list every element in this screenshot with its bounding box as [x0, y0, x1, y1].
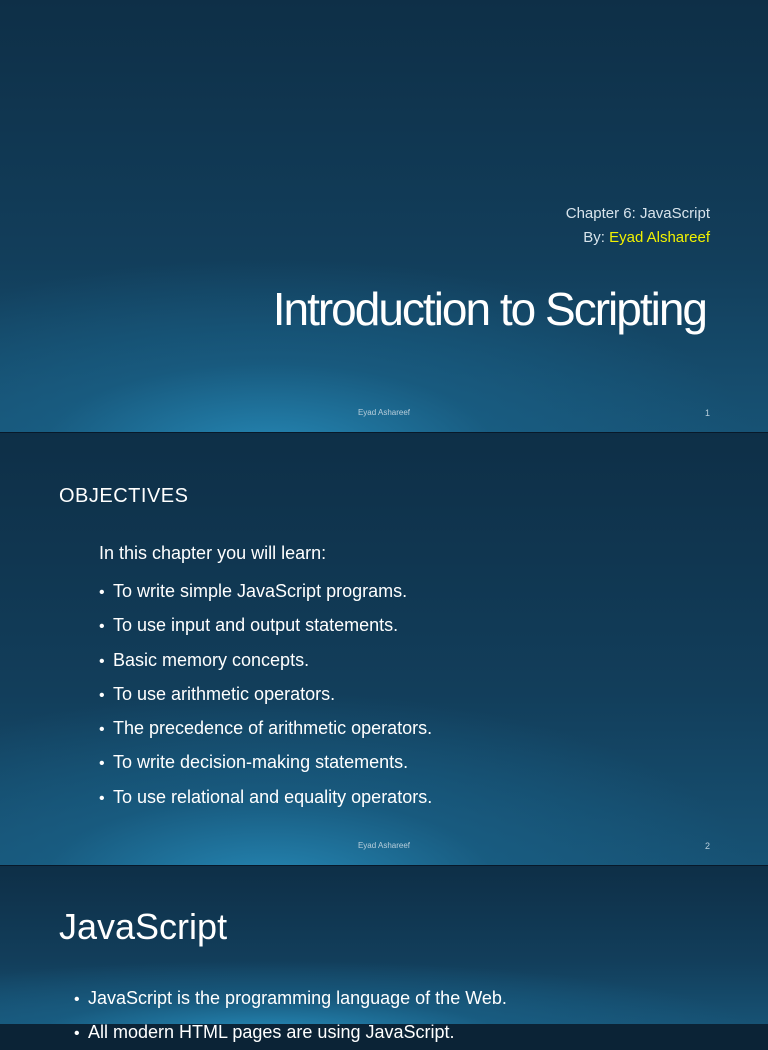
author-line [566, 226, 710, 250]
objectives-intro: In this chapter you will learn: [99, 543, 327, 563]
objective-item [99, 609, 432, 643]
objective-item [99, 644, 432, 678]
bullet-icon: • [99, 618, 105, 636]
objective-item [99, 781, 432, 815]
slide-1-page-number: 1 [704, 408, 710, 418]
javascript-text: JavaScript is the programming language of the Web. [88, 988, 507, 1008]
bullet-icon: • [99, 584, 105, 601]
bullet-icon: • [99, 686, 105, 704]
by-label: By: [583, 229, 605, 246]
slide-1-title: Introduction to Scripting [272, 283, 706, 335]
slide-3[interactable] [0, 866, 768, 1042]
bullet-icon: • [99, 755, 105, 773]
slide-1[interactable] [0, 0, 768, 432]
author-name: Eyad Alshareef [609, 229, 710, 246]
slide-3-heading: JavaScript [59, 906, 228, 947]
slide-1-footer: Eyad Ashareef [357, 408, 411, 417]
objective-text: Basic memory concepts. [113, 649, 310, 670]
javascript-bullets [74, 982, 507, 1050]
bullet-icon: • [99, 721, 105, 739]
bullet-icon: • [99, 789, 105, 807]
objective-item [99, 678, 432, 712]
objective-text: To write simple JavaScript programs. [113, 581, 408, 601]
slide-2-footer: Eyad Ashareef [357, 841, 411, 850]
objective-text: To use relational and equality operators. [113, 786, 433, 807]
slide-2-heading: OBJECTIVES [59, 485, 189, 507]
javascript-item [74, 1016, 507, 1050]
objective-item [99, 746, 432, 780]
javascript-item [74, 982, 507, 1016]
objective-text: To use arithmetic operators. [113, 683, 336, 704]
objective-item [99, 575, 432, 609]
objective-text: To write decision-making statements. [113, 752, 409, 773]
objective-item [99, 712, 432, 746]
bullet-icon: • [74, 1025, 80, 1042]
slide-2-page-number: 2 [704, 841, 710, 851]
objectives-list [99, 575, 432, 815]
slide-1-subtitle [566, 202, 710, 250]
objective-text: To use input and output statements. [113, 615, 399, 636]
slide-2[interactable] [0, 433, 768, 865]
chapter-label: Chapter 6: JavaScript [565, 205, 710, 222]
objective-text: The precedence of arithmetic operators. [113, 718, 433, 739]
bullet-icon: • [74, 991, 80, 1008]
javascript-text: All modern HTML pages are using JavaScript. [88, 1022, 455, 1042]
bullet-icon: • [99, 652, 105, 670]
